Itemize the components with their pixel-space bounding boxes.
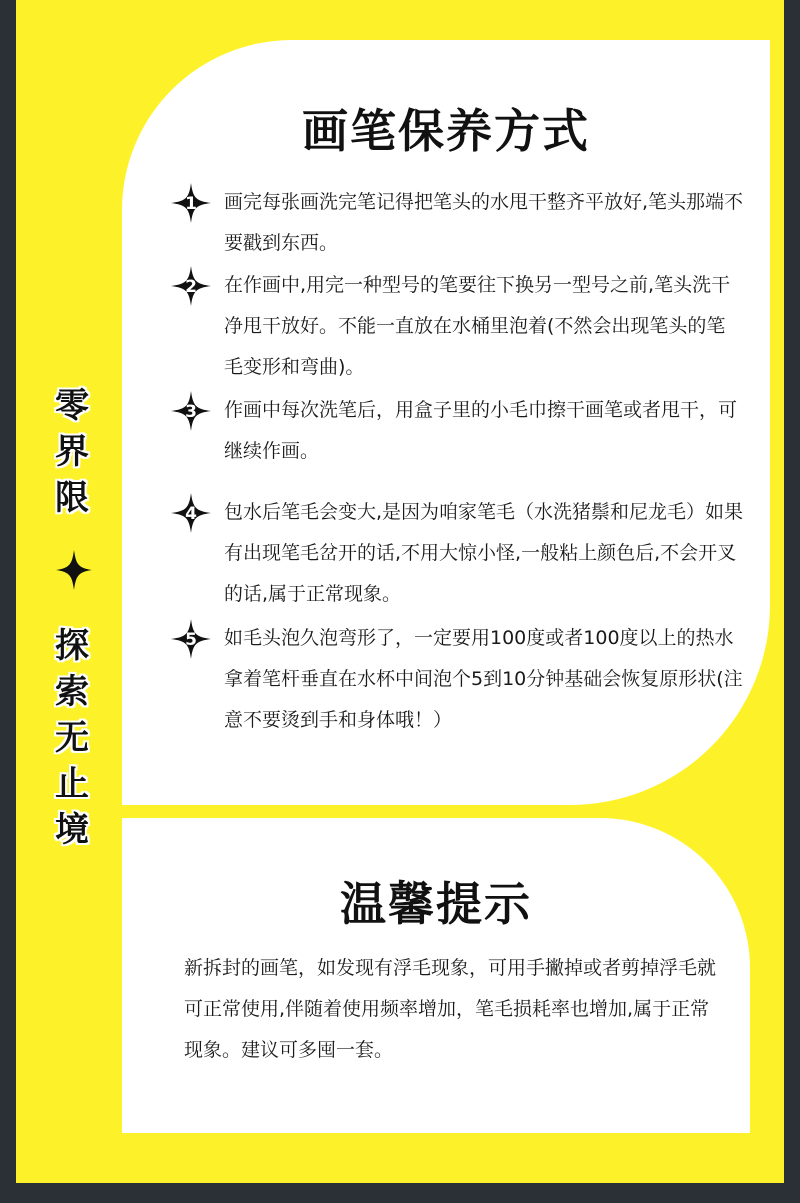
side-char: 限 [55, 478, 89, 518]
side-char: 界 [55, 432, 89, 472]
care-item-text: 如毛头泡久泡弯形了，一定要用100度或者100度以上的热水拿着笔杆垂直在水杯中间泡个5到10分钟基础会恢复原形状(注意不要烫到手和身体哦！） [224, 627, 743, 731]
care-item-text: 画完每张画洗完笔记得把笔头的水甩干整齐平放好,笔头那端不要戳到东西。 [224, 191, 744, 254]
svg-text:4: 4 [185, 504, 197, 524]
number-badge-icon [170, 182, 212, 224]
side-slogan-top [52, 383, 92, 521]
number-badge-icon [170, 618, 212, 660]
svg-text:2: 2 [185, 277, 197, 297]
side-char: 探 [55, 626, 89, 666]
side-slogan-bottom [52, 623, 92, 853]
side-char: 止 [55, 764, 89, 804]
side-char: 无 [55, 718, 89, 758]
side-char: 境 [55, 810, 89, 850]
number-badge-icon [170, 390, 212, 432]
svg-text:1: 1 [185, 194, 197, 214]
number-badge-icon [170, 265, 212, 307]
care-item-text: 在作画中,用完一种型号的笔要往下换另一型号之前,笔头洗干净甩干放好。不能一直放在水桶里泡着(不然会出现笔头的笔毛变形和弯曲)。 [224, 274, 731, 378]
care-card [122, 40, 770, 805]
poster [16, 0, 784, 1183]
svg-text:5: 5 [185, 630, 197, 650]
care-item-text: 作画中每次洗笔后，用盒子里的小毛巾擦干画笔或者甩干，可继续作画。 [224, 399, 738, 462]
tips-text: 新拆封的画笔，如发现有浮毛现象，可用手撇掉或者剪掉浮毛就可正常使用,伴随着使用频率增加，笔毛损耗率也增加,属于正常现象。建议可多囤一套。 [184, 957, 717, 1061]
svg-text:3: 3 [185, 402, 197, 422]
tips-card [122, 818, 750, 1133]
side-char: 索 [55, 672, 89, 712]
care-item-text: 包水后笔毛会变大,是因为咱家笔毛（水洗猪鬃和尼龙毛）如果有出现笔毛岔开的话,不用大惊小怪,一般粘上颜色后,不会开叉的话,属于正常现象。 [224, 501, 744, 605]
side-char: 零 [55, 386, 89, 426]
care-title: 画笔保养方式 [302, 104, 590, 158]
tips-title: 温馨提示 [340, 877, 532, 931]
sparkle-star-icon [56, 550, 92, 590]
number-badge-icon [170, 492, 212, 534]
